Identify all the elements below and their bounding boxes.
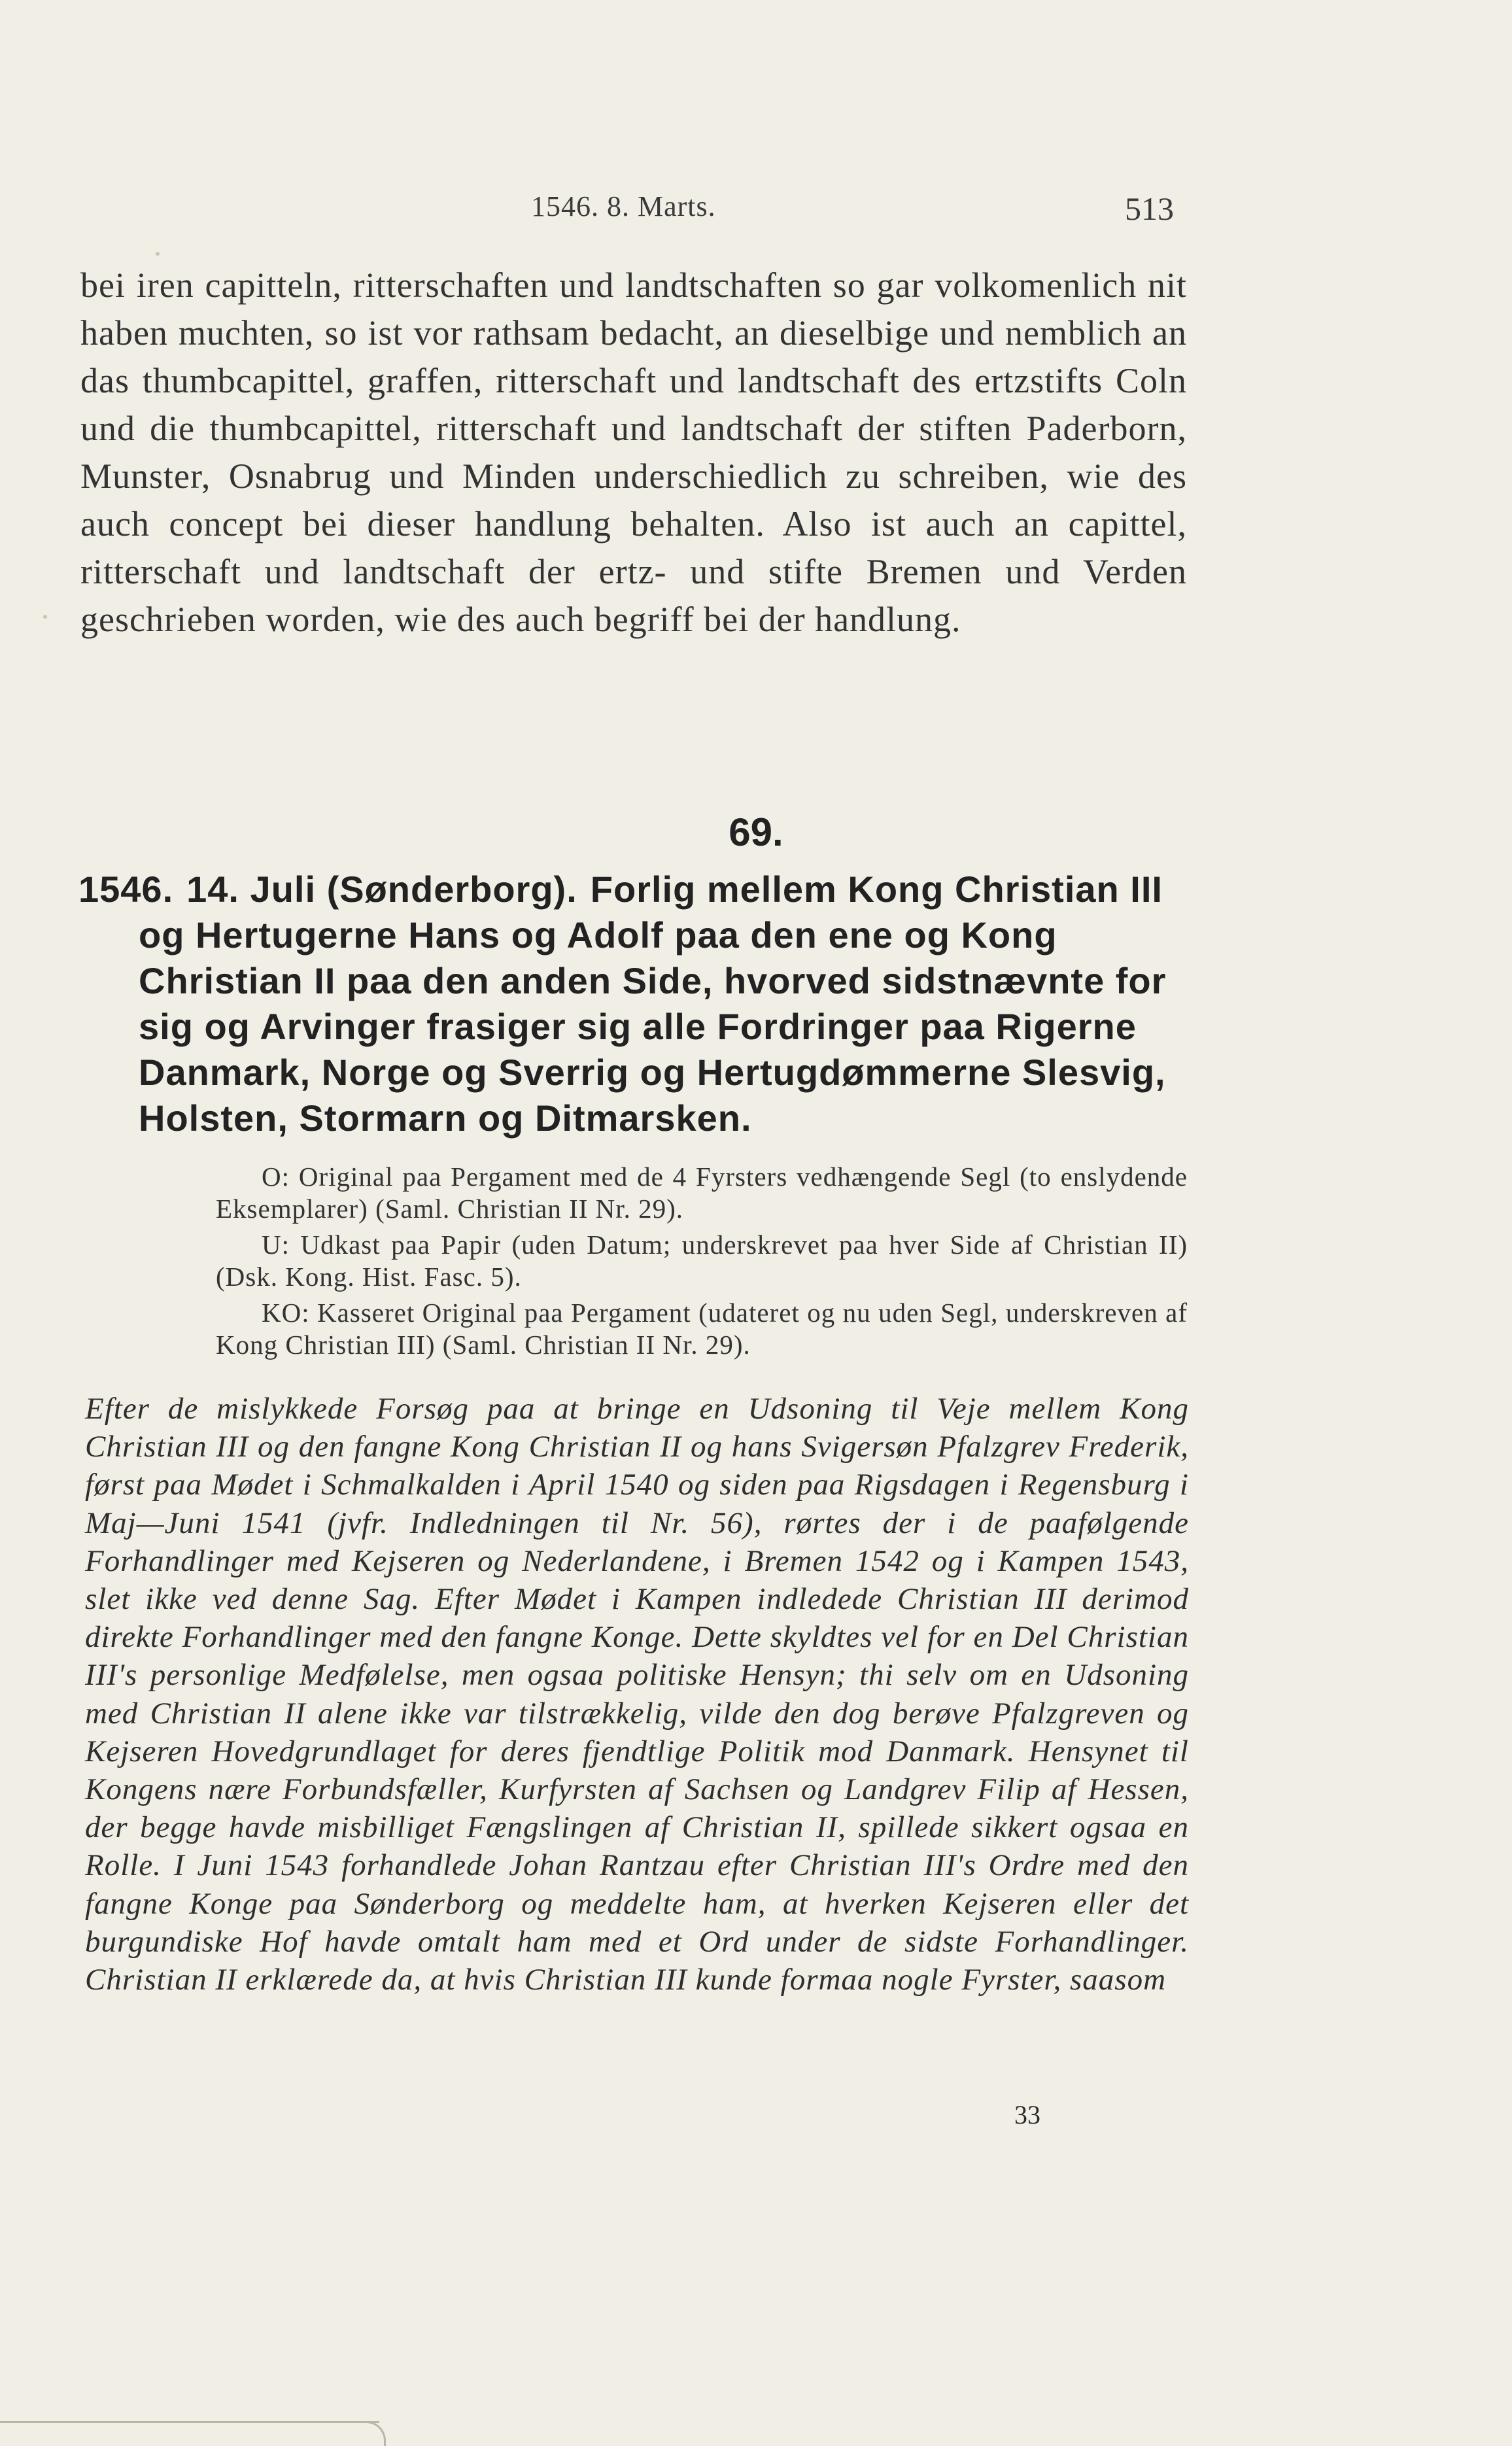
heading-line-2: og Hertugerne Hans og Adolf paa den ene og Kong [139, 914, 1057, 956]
heading-line-4: sig og Arvinger frasiger sig alle Fordringer paa Rigerne [139, 1006, 1137, 1047]
paper-speck [156, 252, 160, 256]
heading-line-3: Christian II paa den anden Side, hvorved sidstnævnte for [139, 960, 1167, 1001]
page-edge-curve [366, 2421, 386, 2446]
source-note-discarded: KO: Kasseret Original paa Pergament (udateret og nu uden Segl, underskreven af Kong Christian III) (Saml. Christian II Nr. 29). [216, 1298, 1188, 1360]
running-header [0, 190, 1512, 229]
intro-paragraph: bei iren capitteln, ritterschaften und landtschaften so gar volkomenlich nit haben muchten, so ist vor rathsam bedacht, an dieselbige und nemblich an das thumbcapittel, graffen, ritterschaft und landtschaft des ertzstifts Coln und die thumbcapittel, ritterschaft und landtschaft der stiften Paderborn, Munster, Osnabrug und Minden underschiedlich zu schreiben, wie des auch concept bei dieser handlung behalten. Also ist auch an capittel, ritterschaft und landtschaft der ertz- und stifte Bremen und Verden geschrieben worden, wie des auch begriff bei der handlung. [80, 266, 1187, 639]
heading-date: 14. Juli (Sønderborg). [186, 869, 577, 910]
heading-line-6: Holsten, Stormarn og Ditmarsken. [139, 1097, 752, 1139]
body-paragraph: Efter de mislykkede Forsøg paa at bringe en Udsoning til Veje mellem Kong Christian III og den fangne Kong Christian II og hans Svigersøn Pfalzgrev Frederik, først paa Mødet i Schmalkalden i April 1540 og siden paa Rigsdagen i Regensburg i Maj—Juni 1541 (jvfr. Indledningen til Nr. 56), rørtes der i de paafølgende Forhandlinger med Kejseren og Nederlandene, i Bremen 1542 og i Kampen 1543, slet ikke ved denne Sag. Efter Mødet i Kampen indledede Christian III derimod direkte Forhandlinger med den fangne Konge. Dette skyldtes vel for en Del Christian III's personlige Medfølelse, men ogsaa politiske Hensyn; thi selv om en Udsoning med Christian II alene ikke var tilstrækkelig, vilde den dog berøve Pfalzgreven og Kejseren Hovedgrundlaget for deres fjendtlige Politik mod Danmark. Hensynet til Kongens nære Forbundsfæller, Kurfyrsten af Sachsen og Landgrev Filip af Hessen, der begge havde misbilliget Fængslingen af Christian II, spillede sikkert ogsaa en Rolle. I Juni 1543 forhandlede Johan Rantzau efter Christian III's Ordre med den fangne Konge paa Sønderborg og meddelte ham, at hverken Kejseren eller det burgundiske Hof havde omtalt ham med et Ord under de sidste Forhandlinger. Christian II erklærede da, at hvis Christian III kunde formaa nogle Fyrster, saasom [85, 1392, 1189, 1997]
document-number: 69. [729, 810, 783, 854]
heading-year: 1546. [78, 869, 174, 910]
heading-line-5: Danmark, Norge og Sverrig og Hertugdømmerne Slesvig, [139, 1052, 1166, 1093]
source-note-original: O: Original paa Pergament med de 4 Fyrsters vedhængende Segl (to enslydende Eksemplarer) (Saml. Christian II Nr. 29). [216, 1162, 1188, 1224]
heading-line-1 [78, 867, 1190, 912]
header-date: 1546. 8. Marts. [531, 190, 716, 222]
document-heading [78, 867, 1190, 1141]
heading-text-1: Forlig mellem Kong Christian III [590, 869, 1163, 910]
source-note-draft: U: Udkast paa Papir (uden Datum; underskrevet paa hver Side af Christian II) (Dsk. Kong. Hist. Fasc. 5). [216, 1230, 1188, 1292]
paper-speck [43, 615, 47, 619]
signature-mark: 33 [1014, 2100, 1040, 2129]
page-number: 513 [1125, 190, 1174, 227]
source-notes [216, 1161, 1188, 1365]
page-edge-line [0, 2421, 379, 2423]
